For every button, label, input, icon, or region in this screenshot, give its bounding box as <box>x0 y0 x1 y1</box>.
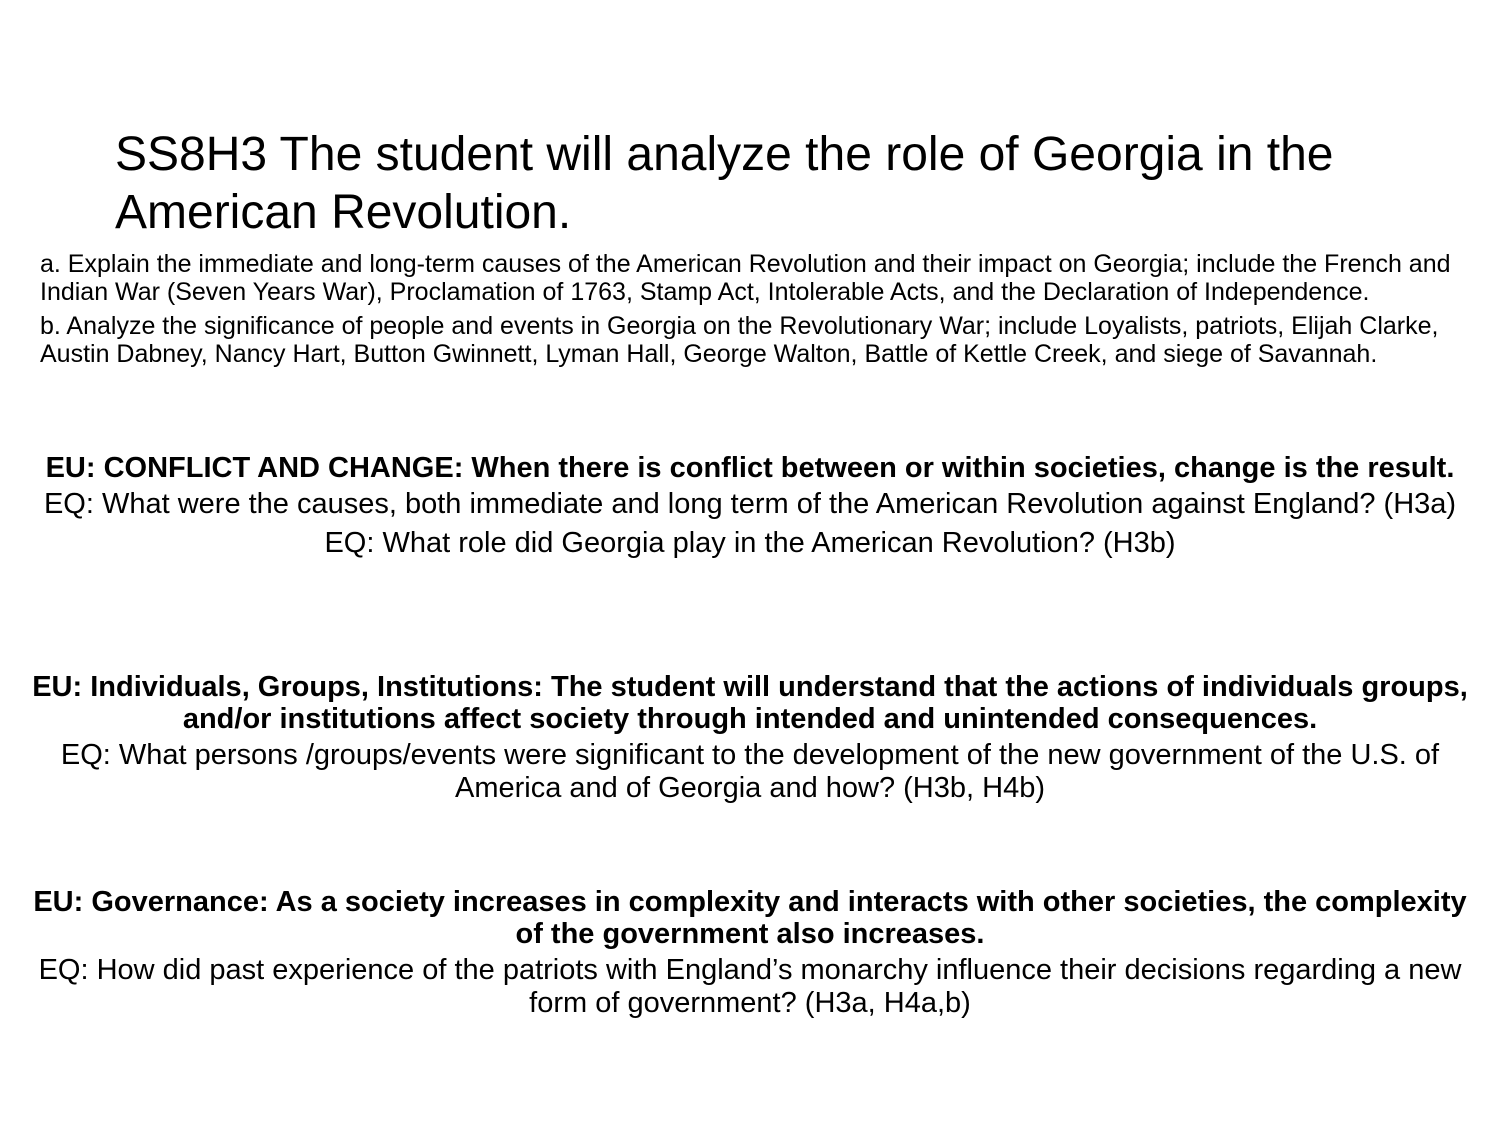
essential-question: EQ: What role did Georgia play in the American Revolution? (H3b) <box>324 527 1176 559</box>
standard-a: a. Explain the immediate and long-term causes of the American Revolution and their impact on Georgia; include the French and Indian War (Seven Years War), Proclamation of 1763, Stamp Act, Intolerable Acts, and the Declaration of Independence. <box>40 250 1451 306</box>
standards-list <box>40 250 1460 374</box>
essential-question: EQ: What were the causes, both immediate and long term of the American Revolution against England? (H3a) <box>43 488 1457 520</box>
understanding-conflict-and-change <box>30 452 1470 560</box>
essential-question: EQ: How did past experience of the patriots with England’s monarchy influence their decisions regarding a new form of government? (H3a, H4a,b) <box>38 954 1462 1019</box>
standard-b: b. Analyze the significance of people and events in Georgia on the Revolutionary War; include Loyalists, patriots, Elijah Clarke, Austin Dabney, Nancy Hart, Button Gwinnett, Lyman Hall, George Walton, Battle of Kettle Creek, and siege of Savannah. <box>40 312 1439 368</box>
enduring-understanding: EU: Governance: As a society increases in complexity and interacts with other societies, the complexity of the government also increases. <box>33 886 1467 950</box>
enduring-understanding: EU: CONFLICT AND CHANGE: When there is conflict between or within societies, change is the result. <box>45 452 1455 484</box>
slide-title: SS8H3 The student will analyze the role of Georgia in the American Revolution. <box>115 128 1334 239</box>
essential-question: EQ: What persons /groups/events were significant to the development of the new government of the U.S. of America and of Georgia and how? (H3b, H4b) <box>60 739 1440 804</box>
understanding-governance <box>30 886 1470 1020</box>
enduring-understanding: EU: Individuals, Groups, Institutions: The student will understand that the actions of individuals groups, and/or institutions affect society through intended and unintended consequences. <box>32 671 1468 735</box>
understanding-individuals-groups-institutions <box>30 671 1470 805</box>
